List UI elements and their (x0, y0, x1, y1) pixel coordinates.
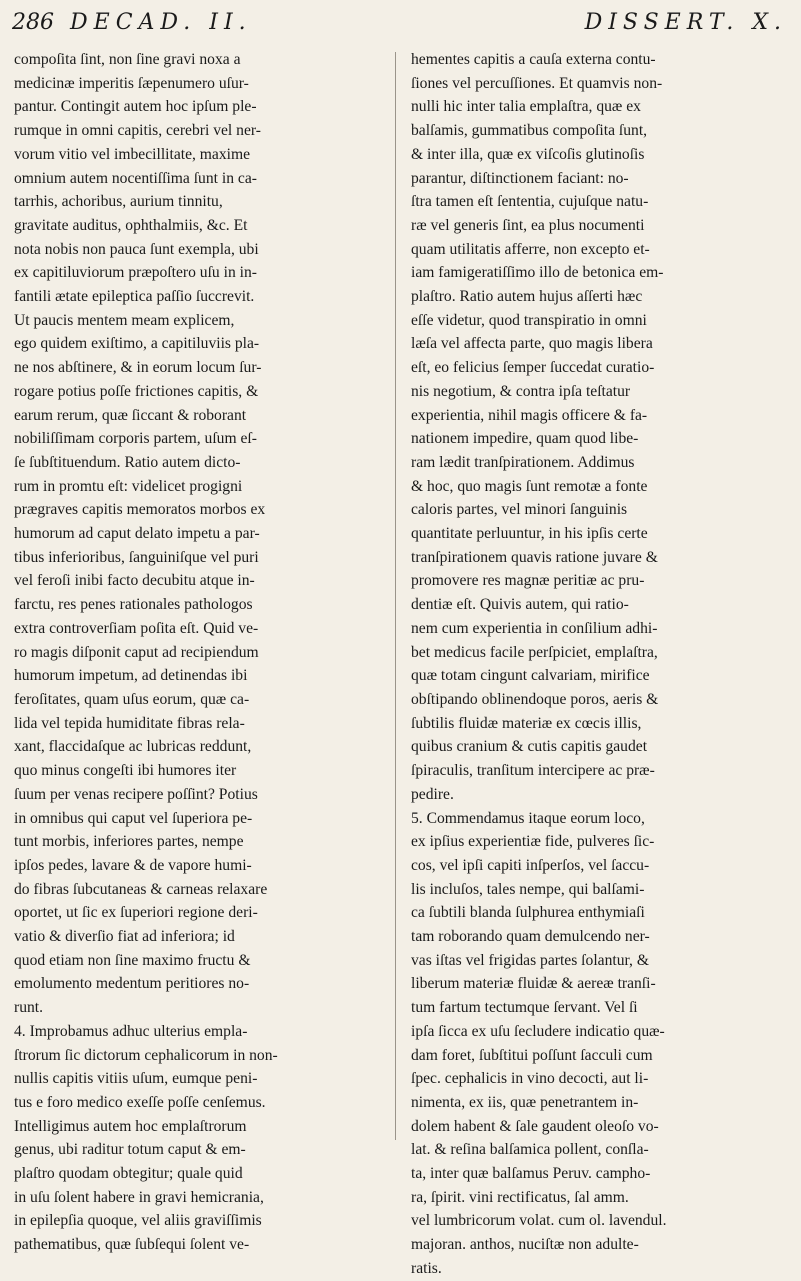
text-line: tranſpirationem quavis ratione juvare & (411, 548, 658, 566)
text-line: tum fartum tectumque ſervant. Vel ſi (411, 999, 638, 1017)
running-head-left: DECAD. II. (70, 10, 252, 35)
text-line: humorum impetum, ad detinendas ibi (14, 667, 248, 685)
text-line: ſiones vel percuſſiones. Et quamvis non- (411, 74, 663, 92)
text-line: in omnibus qui caput vel ſuperiora pe- (14, 809, 253, 827)
text-line: nota nobis non pauca ſunt exempla, ubi (14, 240, 259, 258)
text-line: ræ vel generis ſint, ea plus nocumenti (411, 216, 645, 234)
text-line: promovere res magnæ peritiæ ac pru- (411, 572, 645, 590)
text-line: vas iſtas vel frigidas partes ſolantur, & (411, 951, 649, 969)
text-line: gravitate auditus, ophthalmiis, &c. Et (14, 216, 248, 234)
running-head (70, 10, 787, 35)
text-line: ſtra tamen eſt ſententia, cujuſque natu- (411, 193, 649, 211)
text-line: ra, ſpirit. vini rectificatus, ſal amm. (411, 1188, 629, 1206)
text-line: quam utilitatis afferre, non excepto et- (411, 240, 650, 258)
text-line: nem cum experientia in conſilium adhi- (411, 619, 658, 637)
text-line: læſa vel affecta parte, quo magis libera (411, 335, 653, 353)
text-line: omnium autem nocentiſſima ſunt in ca- (14, 169, 257, 187)
text-line: Ut paucis mentem meam explicem, (14, 311, 235, 329)
text-line: vorum vitio vel imbecillitate, maxime (14, 145, 251, 163)
text-line: balſamis, gummatibus compoſita ſunt, (411, 122, 648, 140)
running-head-right: DISSERT. X. (584, 10, 787, 35)
text-line: caloris partes, vel minori ſanguinis (411, 501, 628, 519)
text-line: vatio & diverſio fiat ad inferiora; id (14, 928, 235, 946)
text-line: fantili ætate epileptica paſſio ſuccrevit. (14, 288, 255, 306)
text-line: ego quidem exiſtimo, a capitiluviis pla- (14, 335, 260, 353)
text-line: vel feroſi inibi facto decubitu atque in- (14, 572, 255, 590)
text-line: vel lumbricorum volat. cum ol. lavendul. (411, 1212, 667, 1230)
page-header (0, 6, 801, 42)
text-line: eſt, eo felicius ſemper ſuccedat curatio- (411, 359, 655, 377)
text-line: rum in promtu eſt: videlicet progigni (14, 477, 243, 495)
text-line: tunt morbis, inferiores partes, nempe (14, 833, 244, 851)
text-line: lis incluſos, tales nempe, qui balſami- (411, 880, 645, 898)
text-line: & hoc, quo magis ſunt remotæ a fonte (411, 477, 648, 495)
text-line: earum rerum, quæ ſiccant & roborant (14, 406, 247, 424)
text-line: 4. Improbamus adhuc ulterius empla- (14, 1022, 248, 1040)
text-line: in uſu ſolent habere in gravi hemicrania, (14, 1188, 264, 1206)
text-line: ſpec. cephalicis in vino decocti, aut li- (411, 1070, 649, 1088)
text-line: dolem habent & ſale gaudent oleoſo vo- (411, 1117, 659, 1135)
text-line: plaſtro quodam obtegitur; quale quid (14, 1165, 243, 1183)
text-line: ca ſubtili blanda ſulphurea enthymiaſi (411, 904, 645, 922)
right-column (411, 48, 785, 1281)
text-line: dentiæ eſt. Quivis autem, qui ratio- (411, 596, 629, 614)
text-line: compoſita ſint, non ſine gravi noxa a (14, 51, 241, 68)
text-line: cos, vel ipſi capiti inſperſos, vel ſaccu- (411, 856, 650, 874)
text-line: plaſtro. Ratio autem hujus aſſerti hæc (411, 288, 643, 306)
text-line: nis negotium, & contra ipſa teſtatur (411, 382, 631, 400)
text-line: quo minus congeſti ibi humores iter (14, 762, 237, 780)
text-line: tarrhis, achoribus, aurium tinnitu, (14, 193, 223, 211)
text-line: feroſitates, quam uſus eorum, quæ ca- (14, 690, 250, 708)
text-line: nulli hic inter talia emplaſtra, quæ ex (411, 98, 641, 116)
text-line: quæ totam cingunt calvariam, mirifice (411, 667, 650, 685)
text-line: do fibras ſubcutaneas & carneas relaxare (14, 880, 268, 898)
text-line: ram lædit tranſpirationem. Addimus (411, 453, 635, 471)
text-line: nullis capitis vitiis uſum, eumque peni- (14, 1070, 258, 1088)
text-line: Intelligimus autem hoc emplaſtrorum (14, 1117, 247, 1135)
text-line: ſuum per venas recipere poſſint? Potius (14, 785, 258, 803)
text-line: ipſos pedes, lavare & de vapore humi- (14, 856, 252, 874)
text-line: lat. & reſina balſamica pollent, conſla- (411, 1141, 649, 1159)
text-line: prægraves capitis memoratos morbos ex (14, 501, 266, 519)
text-line: medicinæ imperitis ſæpenumero uſur- (14, 74, 249, 92)
text-line: hementes capitis a cauſa externa contu- (411, 51, 656, 68)
text-line: runt. (14, 999, 44, 1017)
page-number: 286 (12, 10, 54, 35)
text-line: rumque in omni capitis, cerebri vel ner- (14, 122, 261, 140)
text-line: pantur. Contingit autem hoc ipſum ple- (14, 98, 257, 116)
text-line: xant, flaccidaſque ac lubricas reddunt, (14, 738, 252, 756)
text-line: nobiliſſimam corporis partem, uſum eſ- (14, 430, 257, 448)
text-line: farctu, res penes rationales pathologos (14, 596, 253, 614)
text-line: lida vel tepida humiditate fibras rela- (14, 714, 245, 732)
text-line: 5. Commendamus itaque eorum loco, (411, 809, 645, 827)
text-line: iam famigeratiſſimo illo de betonica em- (411, 264, 664, 282)
text-line: genus, ubi raditur totum caput & em- (14, 1141, 246, 1159)
text-line: ipſa ſicca ex uſu ſecludere indicatio quæ- (411, 1022, 665, 1040)
text-line: pedire. (411, 785, 454, 803)
text-line: nationem impedire, quam quod libe- (411, 430, 639, 448)
text-line: ta, inter quæ balſamus Peruv. campho- (411, 1165, 651, 1183)
text-line: emolumento medentum peritiores no- (14, 975, 250, 993)
text-line: rogare potius poſſe frictiones capitis, & (14, 382, 259, 400)
text-line: tibus inferioribus, ſanguiniſque vel puri (14, 548, 259, 566)
text-line: tus e foro medico exeſſe poſſe cenſemus. (14, 1093, 266, 1111)
text-line: humorum ad caput delato impetu a par- (14, 525, 260, 543)
text-line: extra controverſiam poſita eſt. Quid ve- (14, 619, 259, 637)
text-line: pathematibus, quæ ſubſequi ſolent ve- (14, 1236, 250, 1254)
text-line: ſtrorum ſic dictorum cephalicorum in non- (14, 1046, 278, 1064)
text-line: & inter illa, quæ ex viſcoſis glutinoſis (411, 145, 645, 163)
text-line: obſtipando oblinendoque poros, aeris & (411, 690, 659, 708)
text-line: liberum materiæ fluidæ & aereæ tranſi- (411, 975, 656, 993)
text-line: quod etiam non ſine maximo fructu & (14, 951, 251, 969)
text-line: ex capitiluviorum præpoſtero uſu in in- (14, 264, 257, 282)
text-line: quibus cranium & cutis capitis gaudet (411, 738, 648, 756)
text-line: parantur, diſtinctionem faciant: no- (411, 169, 629, 187)
text-line: ex ipſius experientiæ fide, pulveres ſic- (411, 833, 655, 851)
text-line: in epilepſia quoque, vel aliis graviſſimis (14, 1212, 262, 1230)
text-line: eſſe videtur, quod transpiratio in omni (411, 311, 647, 329)
text-line: ſubtilis fluidæ materiæ ex cœcis illis, (411, 714, 642, 732)
column-divider (395, 52, 396, 1140)
text-line: ratis. (411, 1259, 442, 1277)
text-line: quantitate perluuntur, in his ipſis certe (411, 525, 648, 543)
text-line: bet medicus facile perſpiciet, emplaſtra, (411, 643, 658, 661)
text-line: ſpiraculis, tranſitum intercipere ac præ- (411, 762, 655, 780)
text-line: ſe ſubſtituendum. Ratio autem dicto- (14, 453, 241, 471)
text-line: majoran. anthos, nuciſtæ non adulte- (411, 1236, 639, 1254)
text-line: ro magis diſponit caput ad recipiendum (14, 643, 259, 661)
text-line: ne nos abſtinere, & in eorum locum ſur- (14, 359, 262, 377)
text-line: oportet, ut ſic ex ſuperiori regione deri- (14, 904, 258, 922)
text-line: dam foret, ſubſtitui poſſunt ſacculi cum (411, 1046, 653, 1064)
left-column (14, 48, 384, 1257)
text-line: nimenta, ex iis, quæ penetrantem in- (411, 1093, 639, 1111)
text-line: experientia, nihil magis officere & fa- (411, 406, 648, 424)
text-line: tam roborando quam demulcendo ner- (411, 928, 650, 946)
